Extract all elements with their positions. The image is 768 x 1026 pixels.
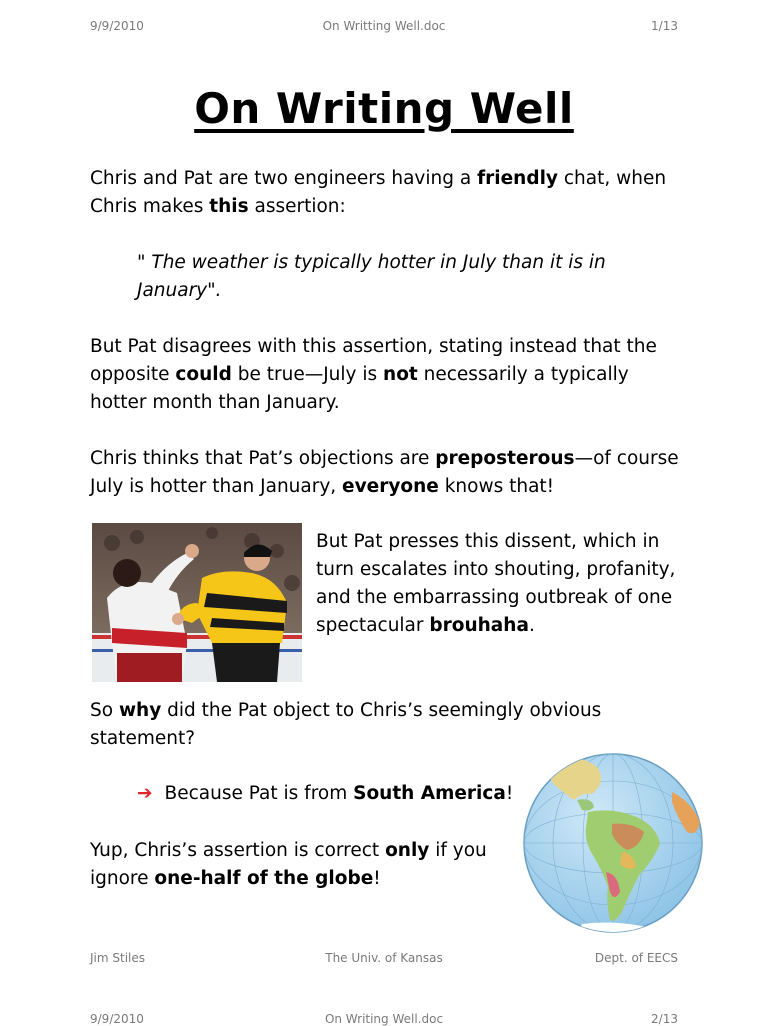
- paragraph-why: So why did the Pat object to Chris’s seemingly obvious statement?: [90, 700, 602, 749]
- next-header-page-number: 2/13: [651, 1012, 678, 1026]
- document-title: On Writing Well: [194, 84, 574, 133]
- header-filename: On Writting Well.doc: [322, 19, 446, 33]
- paragraph-intro: Chris and Pat are two engineers having a friendly chat, when Chris makes this assertion:: [90, 168, 667, 217]
- footer-author: Jim Stiles: [90, 951, 146, 965]
- paragraph-preposterous: Chris thinks that Pat’s objections are preposterous—of course July is hotter than January, everyone knows that!: [90, 448, 679, 497]
- hockey-fight-photo: [92, 523, 302, 682]
- globe-south-america-image: [522, 752, 704, 934]
- paragraph-brouhaha: But Pat presses this dissent, which in turn escalates into shouting, profanity, and the embarrassing outbreak of one spectacular brouhaha.: [316, 531, 676, 636]
- paragraph-conclusion: Yup, Chris’s assertion is correct only if you ignore one-half of the globe!: [90, 840, 487, 889]
- footer-university: The Univ. of Kansas: [325, 951, 443, 965]
- footer-department: Dept. of EECS: [594, 951, 678, 965]
- header-page-number: 1/13: [651, 19, 678, 33]
- next-header-filename: On Writing Well.doc: [324, 1012, 444, 1026]
- paragraph-disagree: But Pat disagrees with this assertion, stating instead that the opposite could be true—July is not necessarily a typically hotter month than January.: [90, 336, 657, 413]
- header-date: 9/9/2010: [90, 19, 144, 33]
- arrow-icon: ➔: [137, 783, 153, 804]
- bullet-south-america: ➔ Because Pat is from South America!: [137, 783, 514, 804]
- quote-assertion: " The weather is typically hotter in July than it is in January".: [137, 252, 606, 301]
- next-header-date: 9/9/2010: [90, 1012, 144, 1026]
